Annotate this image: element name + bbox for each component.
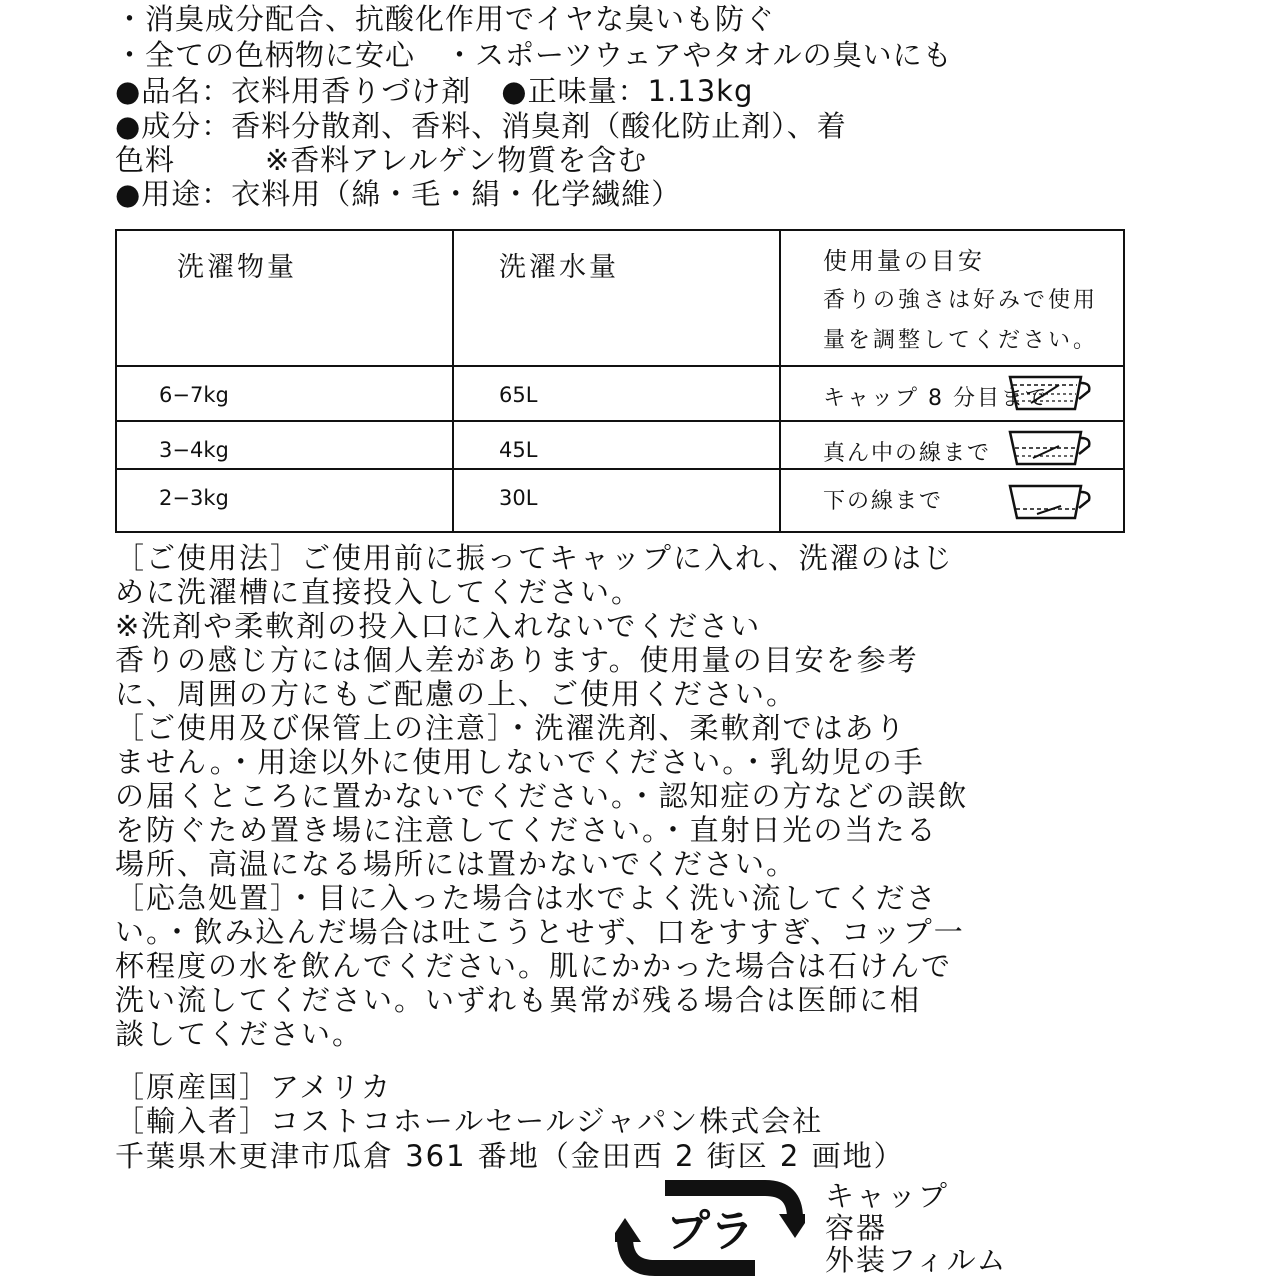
usage-cell (780, 366, 1124, 421)
recycle-mark-text: プラ (666, 1206, 754, 1257)
header-water-amount: 洗濯水量 (453, 230, 780, 366)
dosage-table (115, 229, 1125, 533)
table-row (116, 469, 1124, 532)
usage-text: 真ん中の線まで (823, 441, 992, 466)
feature-line-1: ・消臭成分配合、抗酸化作用でイヤな臭いも防ぐ (115, 2, 776, 36)
feature-line-2: ・全ての色柄物に安心 ・スポーツウェアやタオルの臭いにも (115, 38, 953, 72)
instruction-line: ※洗剤や柔軟剤の投入口に入れないでください (115, 609, 762, 643)
usage-cell (780, 469, 1124, 532)
instruction-line: 洗い流してください。いずれも異常が残る場合は医師に相 (115, 983, 922, 1017)
water-cell: 30L (453, 469, 780, 532)
ingredients-line-2: 色料 ※香料アレルゲン物質を含む (115, 143, 648, 177)
cup-middle-line-icon (1007, 428, 1093, 468)
usage-note-2: 量を調整してください。 (823, 328, 1099, 353)
instruction-line: ［ご使用及び保管上の注意］・洗濯洗剤、柔軟剤ではあり (115, 711, 907, 745)
instruction-line: に、周囲の方にもご配慮の上、ご使用ください。 (115, 677, 798, 711)
cup-bottom-line-icon (1007, 482, 1093, 522)
recycling-item-cap: キャップ (825, 1179, 950, 1213)
usage-text: 下の線まで (823, 489, 944, 514)
instruction-line: 香りの感じ方には個人差があります。使用量の目安を参考 (115, 643, 919, 677)
usage-guide-title: 使用量の目安 (823, 247, 985, 275)
use-line: ●用途：衣料用（綿・毛・絹・化学繊維） (115, 177, 682, 211)
laundry-cell: 3−4kg (116, 421, 453, 469)
importer-address: 千葉県木更津市瓜倉 361 番地（金田西 2 街区 2 画地） (115, 1139, 905, 1173)
recycling-item-container: 容器 (825, 1211, 888, 1245)
table-row (116, 366, 1124, 421)
table-header-row (116, 230, 1124, 366)
water-cell: 45L (453, 421, 780, 469)
instruction-line: 談してください。 (115, 1017, 364, 1051)
instruction-line: ［ご使用法］ご使用前に振ってキャップに入れ、洗濯のはじ (115, 541, 954, 575)
instruction-line: ［応急処置］・目に入った場合は水でよく洗い流してくださ (115, 881, 938, 915)
recycling-items (825, 1180, 1008, 1276)
water-cell: 65L (453, 366, 780, 421)
product-name-line: ●品名：衣料用香りづけ剤 ●正味量：1.13kg (115, 74, 754, 108)
instruction-line: めに洗濯槽に直接投入してください。 (115, 575, 643, 609)
plastic-recycling-mark-icon (615, 1178, 805, 1278)
header-usage-guide (780, 230, 1124, 366)
ingredients-line-1: ●成分：香料分散剤、香料、消臭剤（酸化防止剤）、着 (115, 109, 847, 143)
table-row (116, 421, 1124, 469)
instruction-line: の届くところに置かないでください。・認知症の方などの誤飲 (115, 779, 969, 813)
cup-80-percent-icon (1007, 373, 1093, 413)
laundry-cell: 6−7kg (116, 366, 453, 421)
origin-country: ［原産国］アメリカ (115, 1070, 392, 1104)
usage-text: キャップ 8 分目まで (823, 386, 1049, 411)
instruction-line: を防ぐため置き場に注意してください。・直射日光の当たる (115, 813, 938, 847)
instruction-line: い。・飲み込んだ場合は吐こうとせず、口をすすぎ、コップ一 (115, 915, 965, 949)
instruction-line: 杯程度の水を飲んでください。肌にかかった場合は石けんで (115, 949, 953, 983)
usage-note-1: 香りの強さは好みで使用 (823, 288, 1099, 313)
instruction-line: 場所、高温になる場所には置かないでください。 (115, 847, 798, 881)
instruction-line: ません。・用途以外に使用しないでください。・乳幼児の手 (115, 745, 925, 779)
header-laundry-amount: 洗濯物量 (116, 230, 453, 366)
importer: ［輸入者］コストコホールセールジャパン株式会社 (115, 1104, 824, 1138)
usage-cell (780, 421, 1124, 469)
recycling-item-film: 外装フィルム (825, 1243, 1008, 1277)
laundry-cell: 2−3kg (116, 469, 453, 532)
